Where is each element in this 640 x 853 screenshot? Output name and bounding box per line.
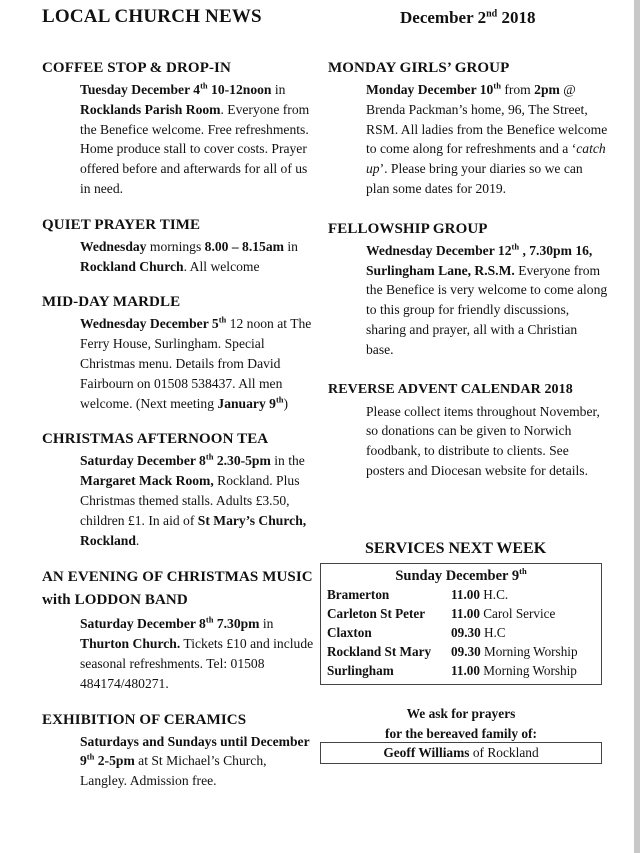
- left-column: [42, 58, 314, 807]
- coffee-stop-item: [42, 58, 314, 199]
- fellowship-heading: FELLOWSHIP GROUP: [328, 220, 488, 237]
- coffee-stop-heading: COFFEE STOP & DROP-IN: [42, 60, 231, 76]
- quiet-prayer-heading: QUIET PRAYER TIME: [42, 216, 201, 233]
- services-title: SERVICES NEXT WEEK: [365, 540, 547, 557]
- fellowship-item: [328, 219, 608, 360]
- page-title: LOCAL CHURCH NEWS: [42, 6, 262, 27]
- christmas-music-body: Saturday December 8th 7.30pm in Thurton Church. Tickets £10 and include seasonal refreshments. Tel: 01508 484174/480271.: [80, 614, 314, 691]
- ceramics-body: Saturdays and Sundays until December 9th 2-5pm at St Michael’s Church, Langley. Admission free.: [80, 733, 310, 789]
- ceramics-item: [42, 710, 314, 791]
- mardle-heading: MID-DAY MARDLE: [42, 294, 181, 311]
- quiet-prayer-item: [42, 215, 314, 277]
- advent-item: [328, 380, 608, 481]
- girls-group-body: Monday December 10th from 2pm @ Brenda Packman’s home, 96, The Street, RSM. All ladies from the Benefice welcome to come along for refreshments and a ‘catch up’. Please bring your diaries so we can plan some dates for 2019.: [366, 80, 608, 196]
- bereaved-family-box: Geoff Williams of Rockland: [320, 742, 602, 764]
- girls-group-heading: MONDAY GIRLS’ GROUP: [328, 60, 510, 76]
- page-edge: [634, 0, 640, 853]
- christmas-music-heading: AN EVENING OF CHRISTMAS MUSIC with LODDON BAND: [42, 569, 313, 609]
- advent-heading: REVERSE ADVENT CALENDAR 2018: [328, 381, 573, 397]
- advent-body: Please collect items throughout November, so donations can be given to Norwich foodbank, to distribute to clients. See posters and Diocesan website for details.: [366, 403, 600, 478]
- right-column: [328, 58, 608, 497]
- services-table: Sunday December 9th Bramerton 11.00 H.C. Carleton St Peter 11.00 Carol Service Claxton 09.30 H.C Rockland St Mary 09.30 Morning Worship Surlingham 11.00 Morning Worship: [320, 563, 602, 685]
- coffee-stop-body: Tuesday December 4th 10-12noon in Rocklands Parish Room. Everyone from the Benefice welcome. Free refreshments. Home produce stall to cover costs. Prayer offered before and afterwards for all of us in need.: [80, 80, 310, 196]
- services-date: Sunday December 9th: [395, 566, 527, 584]
- mardle-item: [42, 292, 314, 413]
- afternoon-tea-heading: CHRISTMAS AFTERNOON TEA: [42, 431, 269, 448]
- prayer-request: We ask for prayers for the bereaved family of:: [385, 706, 537, 741]
- afternoon-tea-item: [42, 429, 314, 550]
- christmas-music-item: [42, 566, 314, 693]
- fellowship-body: Wednesday December 12th , 7.30pm 16, Surlingham Lane, R.S.M. Everyone from the Benefice is very welcome to come along to this group for friendly discussions, sharing and prayer, all with a Christian base.: [366, 241, 608, 357]
- girls-group-item: [328, 58, 608, 199]
- issue-date: December 2nd 2018: [400, 8, 536, 27]
- ceramics-heading: EXHIBITION OF CERAMICS: [42, 711, 247, 728]
- afternoon-tea-body: Saturday December 8th 2.30-5pm in the Margaret Mack Room, Rockland. Plus Christmas themed stalls. Adults £3.50, children £1. In aid of St Mary’s Church, Rockland.: [80, 451, 307, 548]
- quiet-prayer-body: Wednesday mornings 8.00 – 8.15am in Rockland Church. All welcome: [80, 238, 298, 274]
- mardle-body: Wednesday December 5th 12 noon at The Ferry House, Surlingham. Special Christmas menu. Details from David Fairbourn on 01508 538437. All men welcome. (Next meeting January 9th): [80, 314, 312, 411]
